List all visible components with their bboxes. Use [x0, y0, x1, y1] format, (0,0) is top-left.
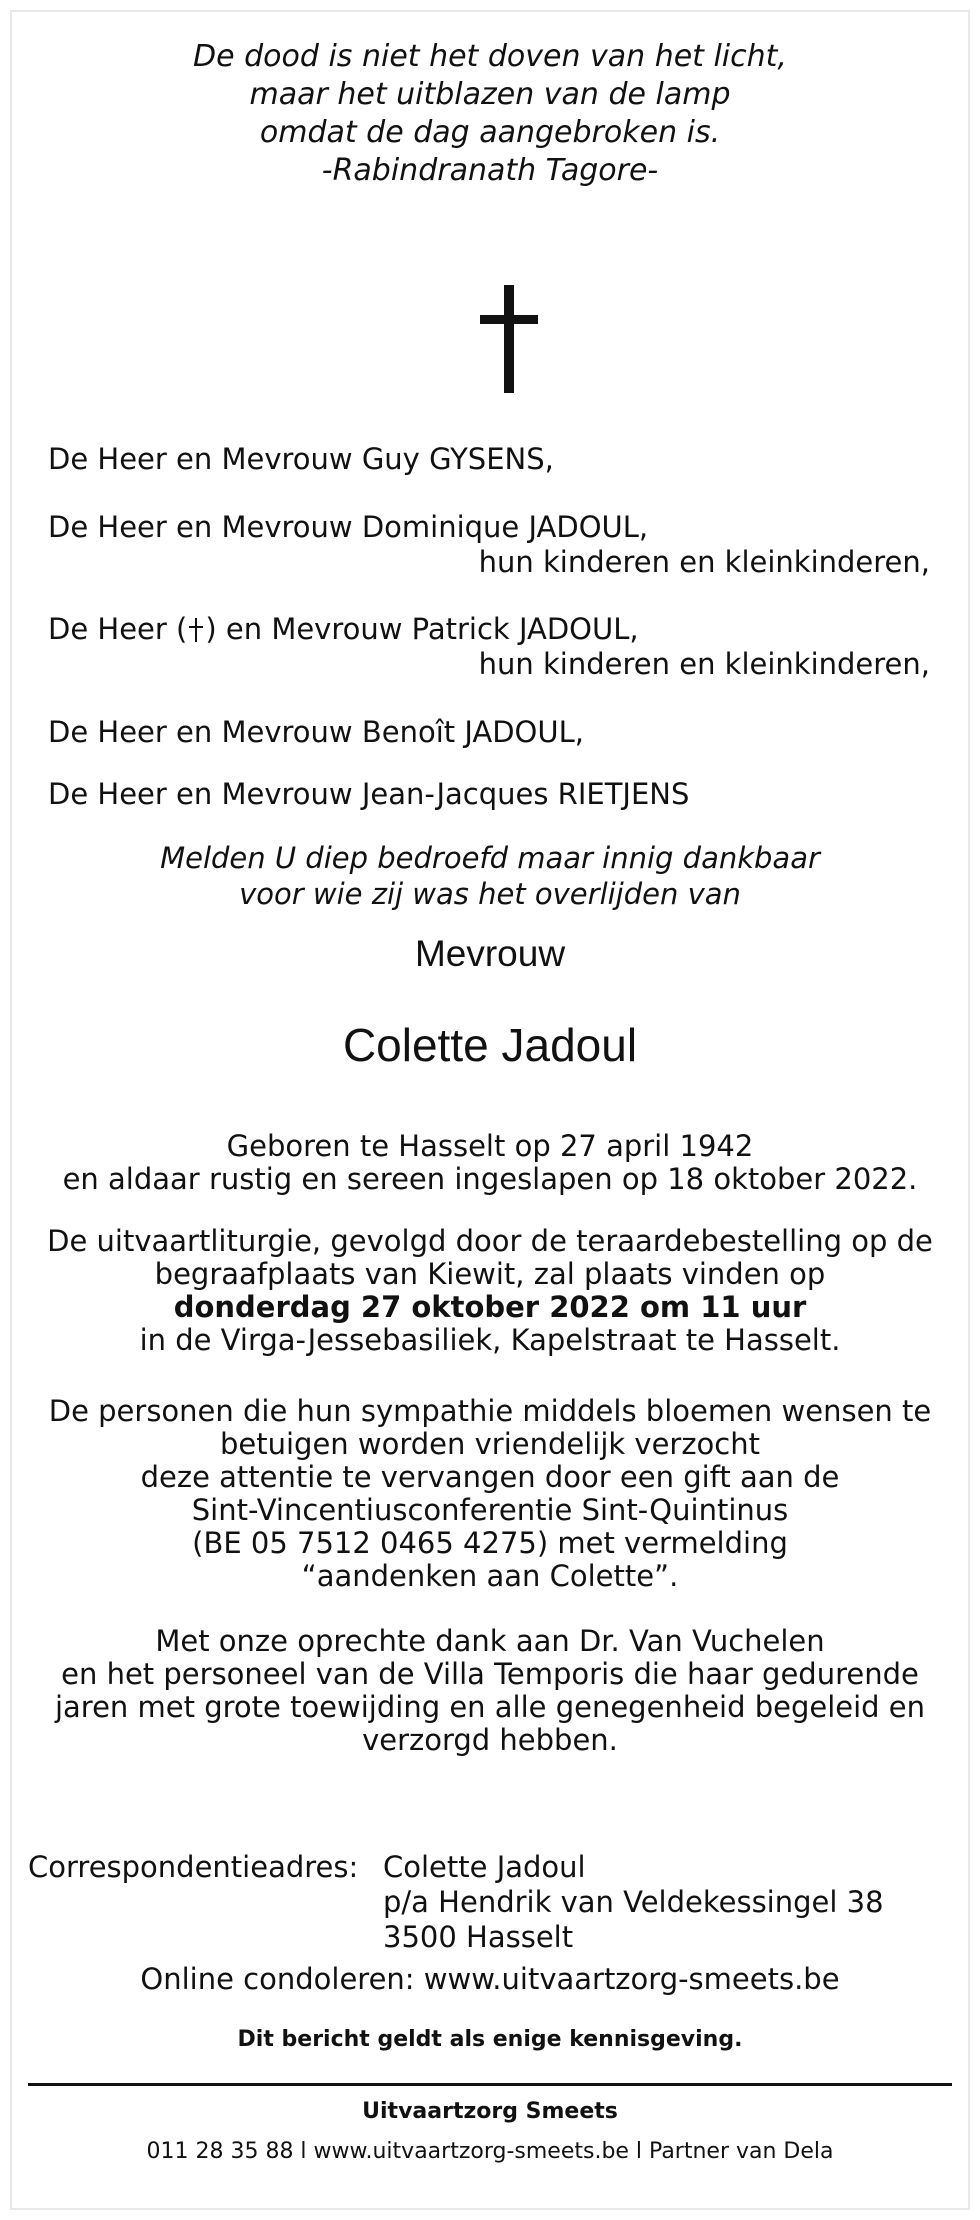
announcement	[10, 840, 970, 912]
quote-author: -Rabindranath Tagore-	[321, 153, 659, 188]
family-line-patrick-prefix: De Heer (	[48, 612, 188, 646]
flowers-line: betuigen worden vriendelijk verzocht	[219, 1427, 760, 1461]
address-lines	[383, 1850, 884, 1955]
footer-divider	[28, 2083, 952, 2086]
quote-line: omdat de dag aangebroken is.	[259, 115, 721, 150]
address-label: Correspondentieadres:	[28, 1850, 359, 1884]
thanks-line: en het personeel van de Villa Temporis die haar gedurende	[61, 1657, 919, 1691]
ceremony-paragraph	[20, 1225, 960, 1357]
deceased-salutation: Mevrouw	[414, 933, 566, 974]
ceremony-date: donderdag 27 oktober 2022 om 11 uur	[173, 1290, 807, 1324]
flowers-line: deze attentie te vervangen door een gift aan de	[140, 1460, 840, 1494]
deceased-cross-icon	[188, 618, 204, 642]
address-line: 3500 Hasselt	[383, 1920, 574, 1954]
ceremony-line: De uitvaartliturgie, gevolgd door de teraardebestelling op de	[47, 1224, 933, 1258]
family-line-patrick-suffix: ) en Mevrouw Patrick JADOUL,	[205, 612, 639, 646]
quote-line: maar het uitblazen van de lamp	[249, 77, 731, 112]
announcement-line: voor wie zij was het overlijden van	[239, 877, 741, 911]
obituary-card	[10, 10, 970, 2210]
death-line: en aldaar rustig en sereen ingeslapen op 18 oktober 2022.	[62, 1162, 918, 1196]
family-line-patrick	[48, 612, 639, 647]
flowers-paragraph	[20, 1395, 960, 1593]
flowers-line: (BE 05 7512 0465 4275) met vermelding	[192, 1526, 788, 1560]
opening-quote	[10, 38, 970, 190]
family-subline-dominique: hun kinderen en kleinkinderen,	[478, 545, 930, 579]
thanks-line: verzorgd hebben.	[362, 1723, 618, 1757]
family-line-benoit: De Heer en Mevrouw Benoît JADOUL,	[48, 715, 584, 749]
flowers-line: “aandenken aan Colette”.	[301, 1559, 679, 1593]
family-line-rietjens: De Heer en Mevrouw Jean-Jacques RIETJENS	[48, 777, 690, 811]
thanks-paragraph	[20, 1625, 960, 1757]
family-line-dominique: De Heer en Mevrouw Dominique JADOUL,	[48, 510, 649, 544]
quote-line: De dood is niet het doven van het licht,	[193, 39, 787, 74]
ceremony-location: in de Virga-Jessebasiliek, Kapelstraat te Hasselt.	[139, 1323, 841, 1357]
ceremony-line: begraafplaats van Kiewit, zal plaats vinden op	[154, 1257, 826, 1291]
family-line-gysens: De Heer en Mevrouw Guy GYSENS,	[48, 442, 554, 476]
birth-paragraph	[20, 1130, 960, 1196]
thanks-line: Met onze oprechte dank aan Dr. Van Vuchelen	[155, 1624, 825, 1658]
address-line: Colette Jadoul	[383, 1850, 586, 1884]
funeral-home-name: Uitvaartzorg Smeets	[362, 2099, 618, 2124]
flowers-line: Sint-Vincentiusconferentie Sint-Quintinus	[191, 1493, 789, 1527]
funeral-home-contact: 011 28 35 88 l www.uitvaartzorg-smeets.be l Partner van Dela	[146, 2139, 834, 2164]
flowers-line: De personen die hun sympathie middels bloemen wensen te	[48, 1394, 932, 1428]
latin-cross-icon	[480, 285, 538, 393]
announcement-line: Melden U diep bedroefd maar innig dankbaar	[160, 841, 820, 875]
deceased-name: Colette Jadoul	[342, 1019, 638, 1071]
online-condolence: Online condoleren: www.uitvaartzorg-smeets.be	[140, 1962, 840, 1996]
family-subline-patrick: hun kinderen en kleinkinderen,	[478, 647, 930, 681]
address-line: p/a Hendrik van Veldekessingel 38	[383, 1885, 884, 1919]
notice-text: Dit bericht geldt als enige kennisgeving.	[237, 2027, 743, 2052]
thanks-line: jaren met grote toewijding en alle genegenheid begeleid en	[54, 1690, 926, 1724]
birth-line: Geboren te Hasselt op 27 april 1942	[226, 1129, 754, 1163]
